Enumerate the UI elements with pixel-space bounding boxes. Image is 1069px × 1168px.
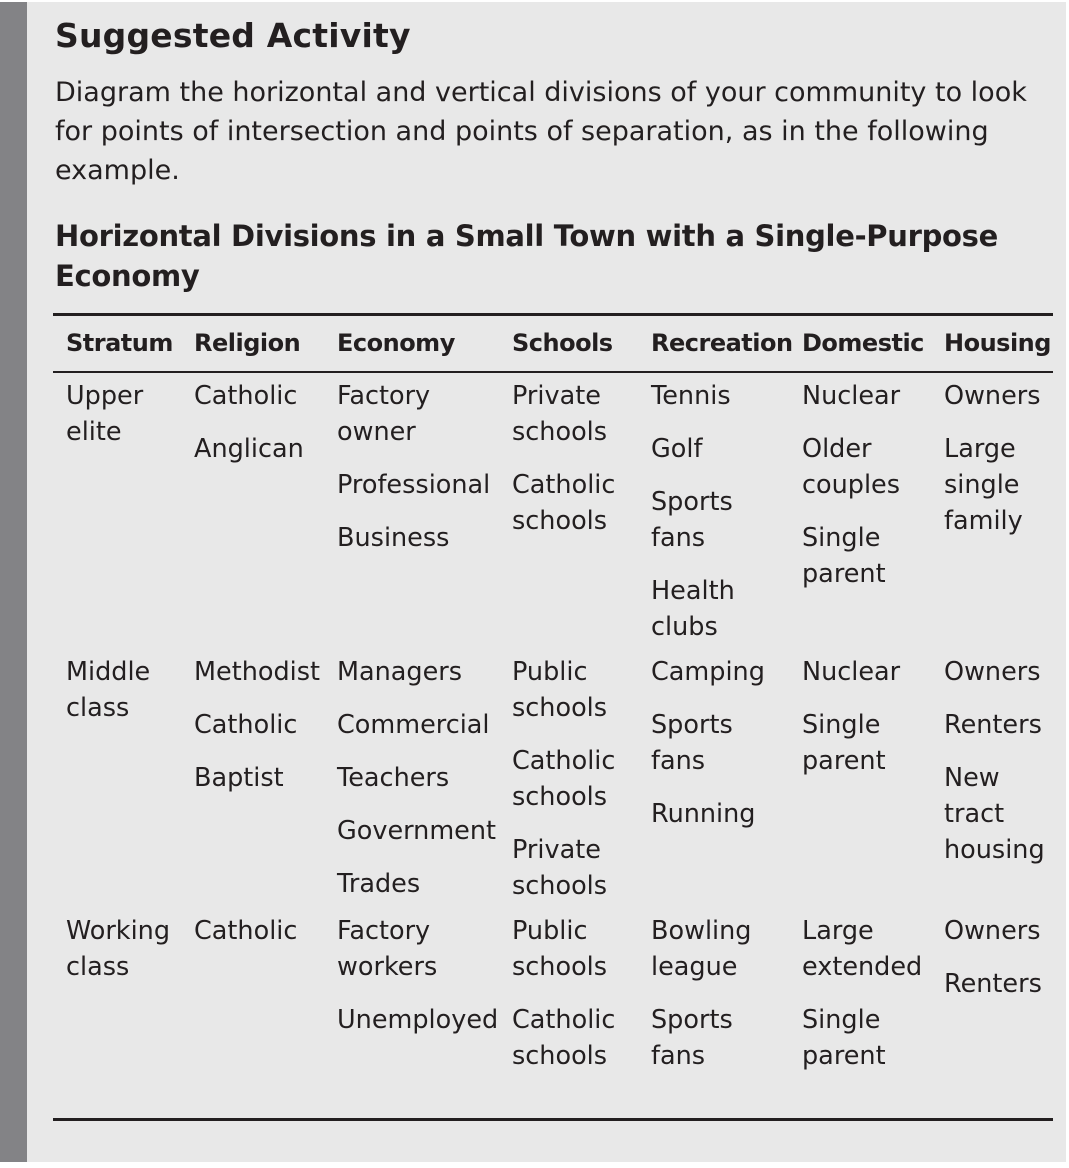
table-cell-housing bbox=[944, 913, 1054, 1019]
suggested-activity-box bbox=[0, 2, 1066, 1162]
column-header-recreation: Recreation bbox=[651, 329, 793, 357]
table-cell-entry: Catholic schools bbox=[512, 746, 616, 812]
table-cell-stratum bbox=[66, 654, 191, 743]
table-cell-religion bbox=[194, 913, 334, 966]
table-cell-entry: Methodist bbox=[194, 657, 321, 687]
table-cell-entry: Running bbox=[651, 799, 756, 829]
table-cell-entry: Large single family bbox=[944, 434, 1023, 536]
table-cell-entry: Government bbox=[337, 816, 497, 846]
table-title: Horizontal Divisions in a Small Town with a Single-Purpose Economy bbox=[55, 219, 999, 293]
table-cell-entry: Teachers bbox=[337, 763, 450, 793]
table-cell-entry: Working class bbox=[66, 916, 171, 982]
table-cell-entry: Single parent bbox=[802, 523, 886, 589]
table-cell-recreation bbox=[651, 913, 799, 1091]
activity-heading: Suggested Activity bbox=[55, 16, 411, 55]
activity-intro: Diagram the horizontal and vertical divisions of your community to look for points of intersection and points of separation, as in the following example. bbox=[55, 77, 1027, 186]
table-cell-domestic bbox=[802, 654, 942, 796]
table-cell-entry: Upper elite bbox=[66, 381, 144, 447]
table-cell-entry: Managers bbox=[337, 657, 463, 687]
table-cell-entry: Nuclear bbox=[802, 381, 901, 411]
table-cell-entry: New tract housing bbox=[944, 763, 1045, 865]
table-cell-entry: Tennis bbox=[651, 381, 731, 411]
table-cell-entry: Business bbox=[337, 523, 450, 553]
table-cell-entry: Professional bbox=[337, 470, 491, 500]
table-cell-stratum bbox=[66, 913, 191, 1002]
table-cell-economy bbox=[337, 654, 509, 919]
table-cell-entry: Owners bbox=[944, 657, 1041, 687]
table-cell-entry: Private schools bbox=[512, 381, 608, 447]
table-top-rule bbox=[53, 313, 1053, 316]
accent-bar bbox=[0, 2, 27, 1162]
table-cell-entry: Baptist bbox=[194, 763, 284, 793]
column-header-domestic: Domestic bbox=[802, 329, 924, 357]
table-cell-economy bbox=[337, 378, 509, 573]
column-header-stratum: Stratum bbox=[66, 329, 173, 357]
table-cell-schools bbox=[512, 654, 648, 921]
table-cell-housing bbox=[944, 378, 1054, 556]
table-cell-entry: Single parent bbox=[802, 1005, 886, 1071]
table-cell-entry: Large extended bbox=[802, 916, 923, 982]
table-cell-recreation bbox=[651, 654, 799, 849]
table-cell-entry: Sports fans bbox=[651, 710, 733, 776]
table-cell-entry: Catholic bbox=[194, 916, 298, 946]
table-cell-entry: Camping bbox=[651, 657, 765, 687]
table-cell-entry: Public schools bbox=[512, 657, 608, 723]
table-cell-schools bbox=[512, 913, 648, 1091]
table-cell-religion bbox=[194, 378, 334, 484]
table-cell-entry: Commercial bbox=[337, 710, 490, 740]
table-cell-entry: Owners bbox=[944, 381, 1041, 411]
table-cell-entry: Owners bbox=[944, 916, 1041, 946]
table-cell-entry: Factory owner bbox=[337, 381, 431, 447]
table-cell-entry: Bowling league bbox=[651, 916, 752, 982]
table-cell-entry: Public schools bbox=[512, 916, 608, 982]
table-header-rule bbox=[53, 371, 1053, 373]
table-cell-entry: Catholic bbox=[194, 381, 298, 411]
table-cell-recreation bbox=[651, 378, 799, 662]
table-cell-entry: Factory workers bbox=[337, 916, 438, 982]
table-cell-entry: Anglican bbox=[194, 434, 304, 464]
column-header-schools: Schools bbox=[512, 329, 613, 357]
table-cell-religion bbox=[194, 654, 334, 813]
table-cell-entry: Sports fans bbox=[651, 487, 733, 553]
table-cell-domestic bbox=[802, 378, 942, 609]
table-cell-domestic bbox=[802, 913, 942, 1091]
table-cell-entry: Single parent bbox=[802, 710, 886, 776]
table-cell-entry: Renters bbox=[944, 969, 1042, 999]
table-cell-entry: Catholic bbox=[194, 710, 298, 740]
table-cell-entry: Catholic schools bbox=[512, 470, 616, 536]
table-cell-entry: Golf bbox=[651, 434, 703, 464]
table-cell-entry: Nuclear bbox=[802, 657, 901, 687]
table-cell-entry: Health clubs bbox=[651, 576, 735, 642]
table-cell-economy bbox=[337, 913, 509, 1055]
table-cell-entry: Catholic schools bbox=[512, 1005, 616, 1071]
table-cell-entry: Sports fans bbox=[651, 1005, 733, 1071]
table-cell-entry: Unemployed bbox=[337, 1005, 499, 1035]
table-cell-entry: Renters bbox=[944, 710, 1042, 740]
table-cell-schools bbox=[512, 378, 648, 556]
table-cell-entry: Middle class bbox=[66, 657, 151, 723]
column-header-housing: Housing bbox=[944, 329, 1051, 357]
table-cell-housing bbox=[944, 654, 1054, 885]
table-cell-entry: Private schools bbox=[512, 835, 608, 901]
table-bottom-rule bbox=[53, 1118, 1053, 1121]
table-cell-entry: Older couples bbox=[802, 434, 901, 500]
column-header-economy: Economy bbox=[337, 329, 455, 357]
table-cell-stratum bbox=[66, 378, 191, 467]
column-header-religion: Religion bbox=[194, 329, 301, 357]
table-cell-entry: Trades bbox=[337, 869, 421, 899]
